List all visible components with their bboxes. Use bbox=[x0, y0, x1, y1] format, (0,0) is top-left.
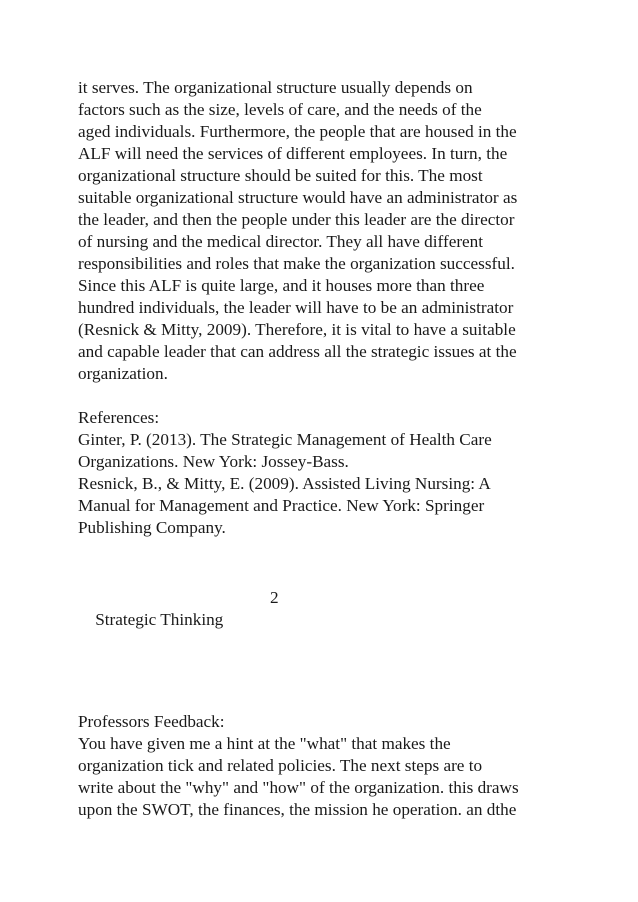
paragraph-line: suitable organizational structure would have an administrator as bbox=[78, 188, 518, 207]
feedback-line: You have given me a hint at the "what" that makes the bbox=[78, 734, 451, 753]
reference-line: Manual for Management and Practice. New York: Springer bbox=[78, 496, 485, 515]
feedback-line: write about the "why" and "how" of the organization. this draws bbox=[78, 778, 519, 797]
page-number: 2 bbox=[270, 588, 279, 607]
paragraph-line: responsibilities and roles that make the organization successful. bbox=[78, 254, 515, 273]
paragraph-line: ALF will need the services of different employees. In turn, the bbox=[78, 144, 508, 163]
paragraph-line: organization. bbox=[78, 364, 168, 383]
reference-line: Ginter, P. (2013). The Strategic Management of Health Care bbox=[78, 430, 492, 449]
references-heading: References: bbox=[78, 408, 160, 427]
reference-line: Publishing Company. bbox=[78, 518, 226, 537]
paragraph-line: hundred individuals, the leader will have to be an administrator bbox=[78, 298, 514, 317]
paragraph-line: (Resnick & Mitty, 2009). Therefore, it is vital to have a suitable bbox=[78, 320, 516, 339]
reference-line: Organizations. New York: Jossey-Bass. bbox=[78, 452, 349, 471]
paragraph-line: aged individuals. Furthermore, the people that are housed in the bbox=[78, 122, 517, 141]
paragraph-line: organizational structure should be suited for this. The most bbox=[78, 166, 483, 185]
paragraph-line: factors such as the size, levels of care, and the needs of the bbox=[78, 100, 482, 119]
running-head-title: Strategic Thinking bbox=[95, 610, 224, 629]
feedback-heading: Professors Feedback: bbox=[78, 712, 225, 731]
feedback-line: upon the SWOT, the finances, the mission he operation. an dthe bbox=[78, 800, 517, 819]
reference-line: Resnick, B., & Mitty, E. (2009). Assisted Living Nursing: A bbox=[78, 474, 491, 493]
paragraph-line: it serves. The organizational structure usually depends on bbox=[78, 78, 473, 97]
paragraph-line: Since this ALF is quite large, and it houses more than three bbox=[78, 276, 485, 295]
running-head bbox=[78, 587, 279, 675]
paragraph-line: of nursing and the medical director. They all have different bbox=[78, 232, 484, 251]
paragraph-line: the leader, and then the people under this leader are the director bbox=[78, 210, 515, 229]
paragraph-line: and capable leader that can address all the strategic issues at the bbox=[78, 342, 517, 361]
feedback-line: organization tick and related policies. The next steps are to bbox=[78, 756, 483, 775]
